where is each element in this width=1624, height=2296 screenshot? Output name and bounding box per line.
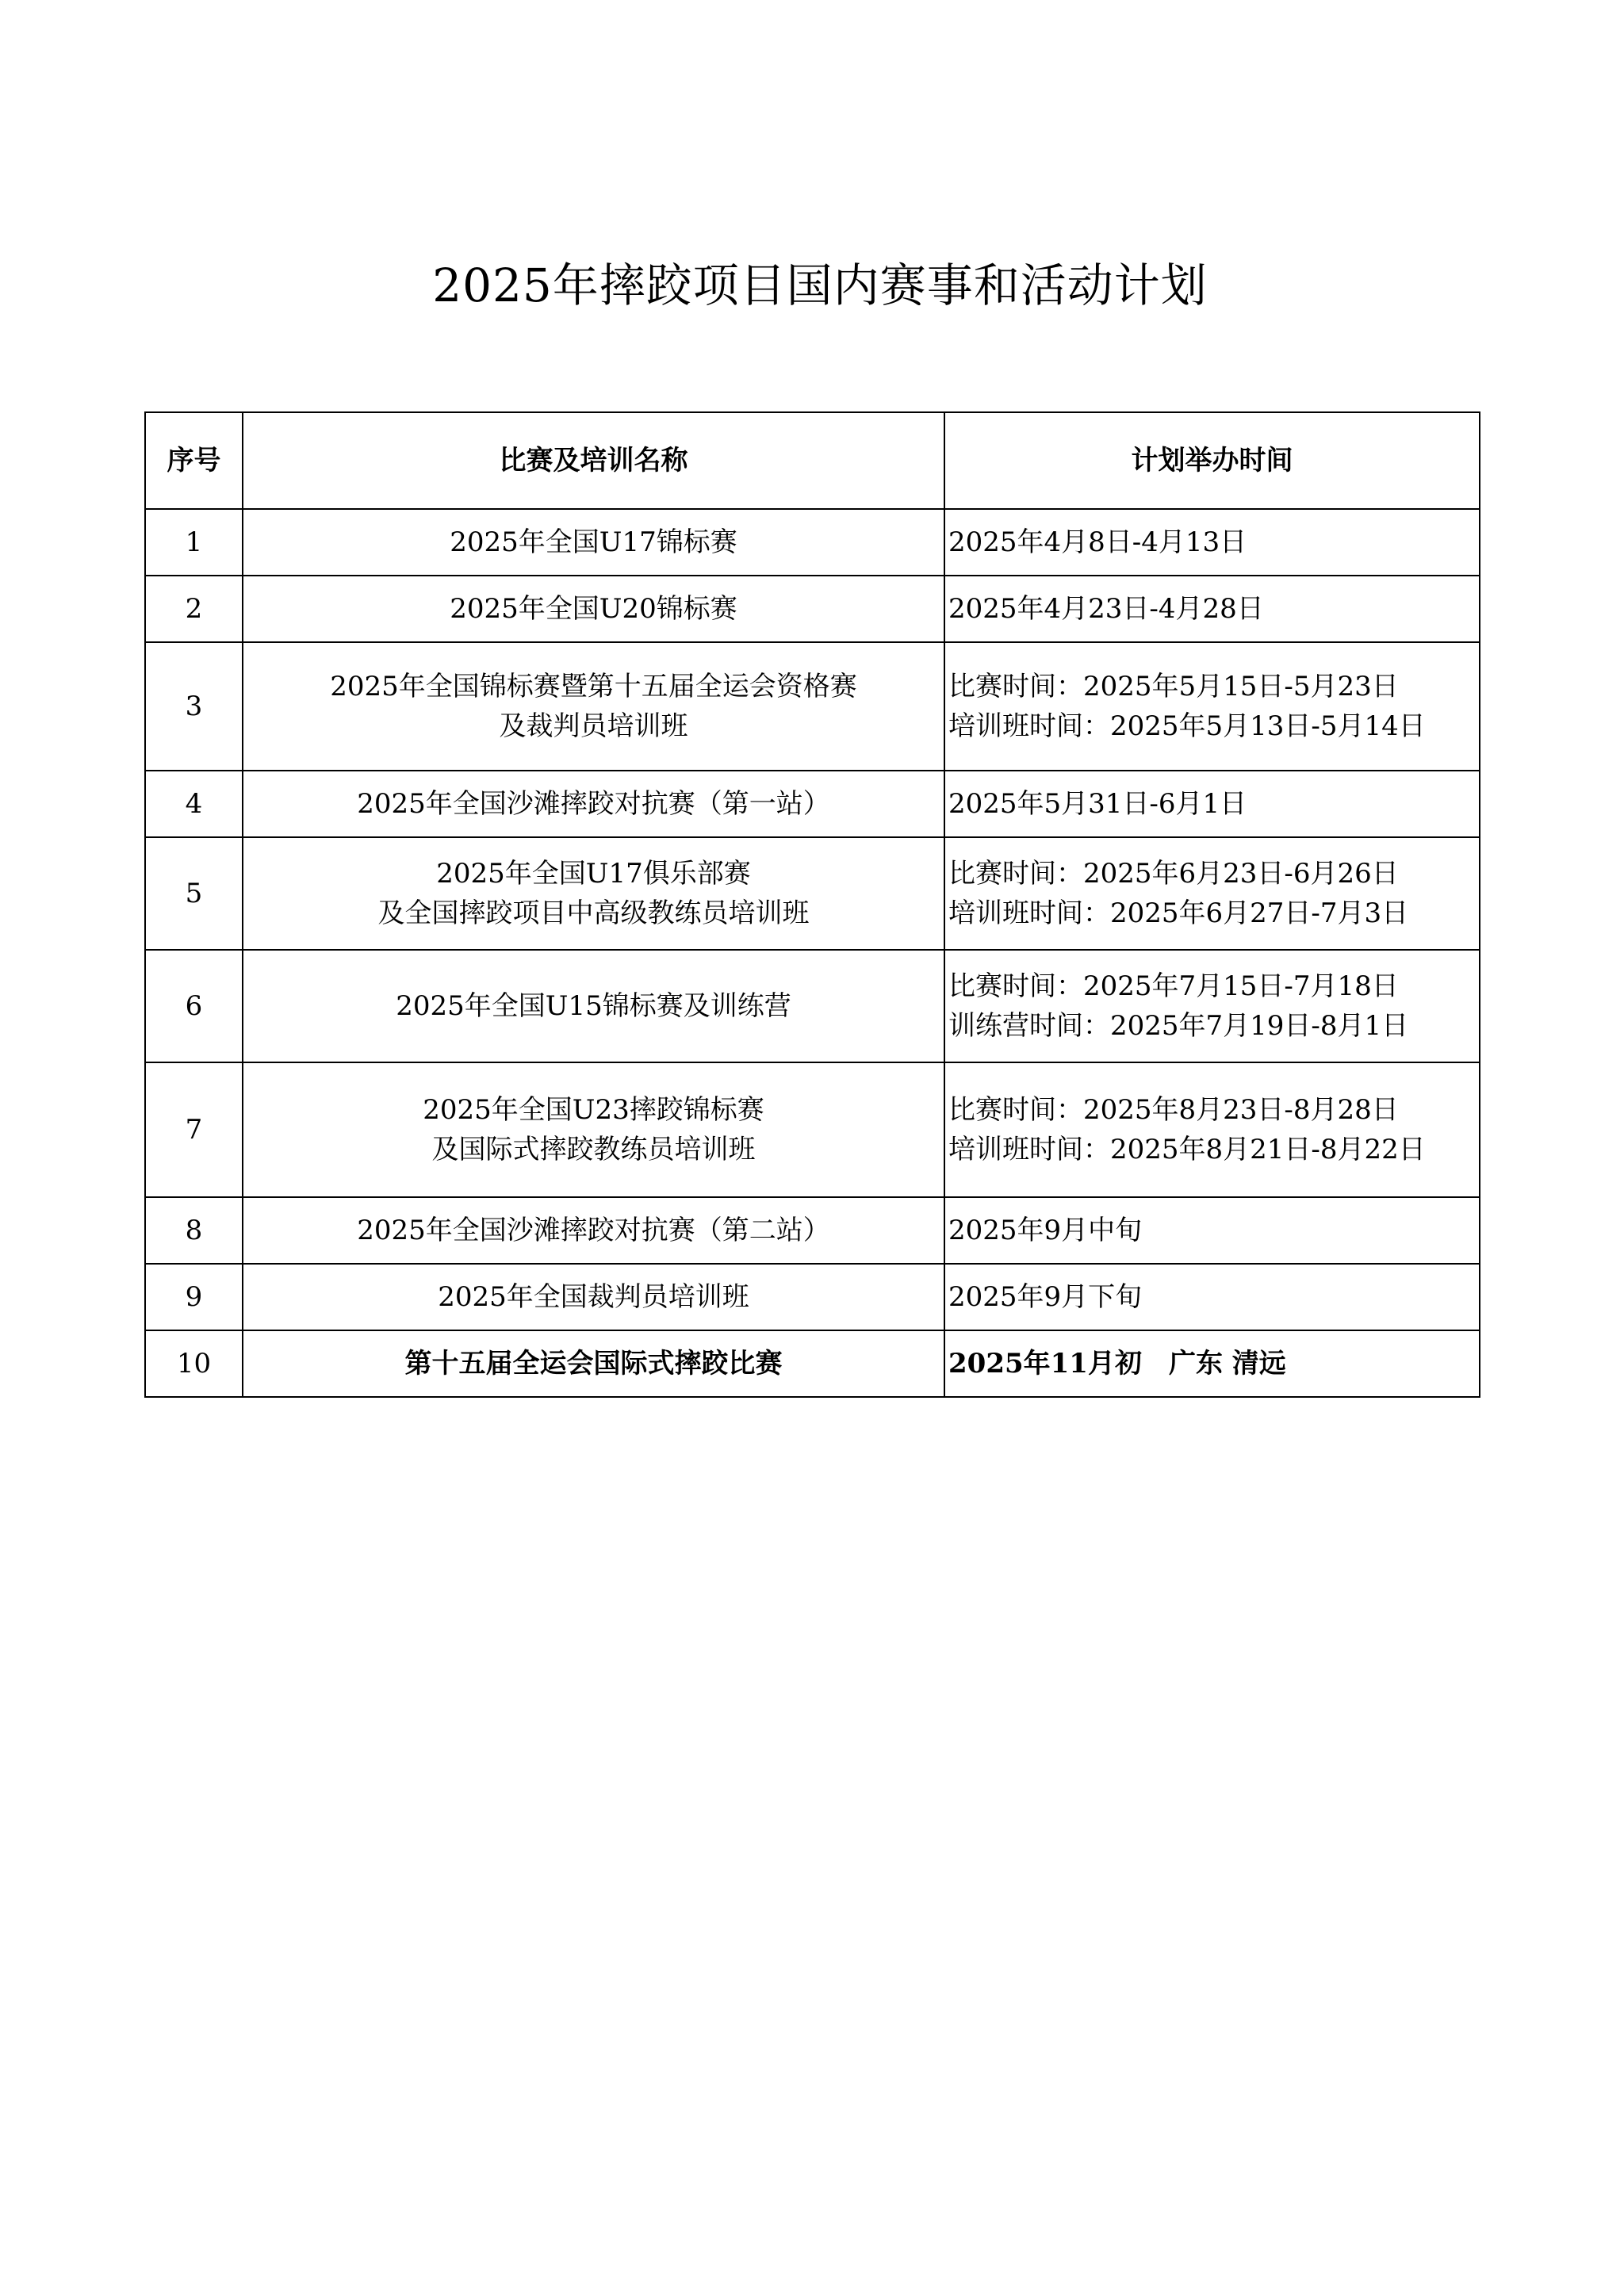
row-name [243,509,944,576]
row-name-line: 2025年全国沙滩摔跤对抗赛（第二站） [357,1215,830,1246]
table-row [145,509,1480,576]
table-row [145,950,1480,1062]
row-name [243,1330,944,1397]
row-no: 7 [145,1062,243,1197]
row-name-line: 第十五届全运会国际式摔跤比赛 [404,1348,783,1380]
row-time [944,1330,1480,1397]
table-header-row [145,412,1480,509]
row-name [243,576,944,642]
row-time-line: 培训班时间：2025年8月21日-8月22日 [948,1134,1426,1165]
row-name [243,771,944,837]
table-row [145,1062,1480,1197]
row-time-line: 培训班时间：2025年6月27日-7月3日 [948,897,1409,929]
row-time [944,509,1480,576]
table-row [145,1197,1480,1264]
row-time-line: 训练营时间：2025年7月19日-8月1日 [948,1010,1409,1042]
table-row [145,1264,1480,1330]
event-plan-table [144,411,1480,1398]
row-name [243,950,944,1062]
row-time [944,771,1480,837]
table-row [145,1330,1480,1397]
row-no: 1 [145,509,243,576]
row-name [243,1197,944,1264]
row-name-line: 2025年全国U17俱乐部赛 [436,858,751,890]
row-name-line: 及国际式摔跤教练员培训班 [431,1134,756,1165]
row-no: 10 [145,1330,243,1397]
row-name-line: 2025年全国U20锦标赛 [450,593,737,625]
page-title: 2025年摔跤项目国内赛事和活动计划 [432,258,1208,312]
row-time-line: 2025年4月8日-4月13日 [948,526,1247,558]
row-time-line: 2025年9月中旬 [948,1215,1143,1246]
row-no: 6 [145,950,243,1062]
table-row [145,771,1480,837]
row-no: 8 [145,1197,243,1264]
row-no: 5 [145,837,243,950]
row-no: 9 [145,1264,243,1330]
row-name-line: 2025年全国U15锦标赛及训练营 [396,990,791,1022]
row-time-line: 比赛时间：2025年8月23日-8月28日 [948,1094,1399,1126]
row-name-line: 2025年全国沙滩摔跤对抗赛（第一站） [357,788,830,820]
header-name: 比赛及培训名称 [243,412,944,509]
row-name [243,1062,944,1197]
row-time [944,950,1480,1062]
row-time-line: 2025年11月初 广东 清远 [948,1348,1286,1380]
row-no: 4 [145,771,243,837]
row-time [944,1264,1480,1330]
table-row [145,837,1480,950]
row-time-line: 2025年4月23日-4月28日 [948,593,1264,625]
table-row [145,642,1480,771]
row-name [243,642,944,771]
row-time-line: 2025年5月31日-6月1日 [948,788,1247,820]
row-name-line: 及裁判员培训班 [499,710,688,742]
row-time-line: 比赛时间：2025年6月23日-6月26日 [948,858,1399,890]
row-name [243,837,944,950]
row-name-line: 2025年全国裁判员培训班 [438,1281,749,1313]
header-time: 计划举办时间 [944,412,1480,509]
row-no: 3 [145,642,243,771]
row-time-line: 培训班时间：2025年5月13日-5月14日 [948,710,1426,742]
row-no: 2 [145,576,243,642]
row-time [944,837,1480,950]
row-name-line: 2025年全国U23摔跤锦标赛 [423,1094,764,1126]
row-name-line: 及全国摔跤项目中高级教练员培训班 [377,897,810,929]
row-name-line: 2025年全国U17锦标赛 [450,526,737,558]
row-time-line: 2025年9月下旬 [948,1281,1143,1313]
row-name [243,1264,944,1330]
row-time [944,1197,1480,1264]
row-time [944,642,1480,771]
row-time-line: 比赛时间：2025年5月15日-5月23日 [948,671,1399,702]
row-name-line: 2025年全国锦标赛暨第十五届全运会资格赛 [330,671,857,702]
row-time [944,576,1480,642]
header-no: 序号 [145,412,243,509]
row-time-line: 比赛时间：2025年7月15日-7月18日 [948,970,1399,1002]
table-row [145,576,1480,642]
row-time [944,1062,1480,1197]
